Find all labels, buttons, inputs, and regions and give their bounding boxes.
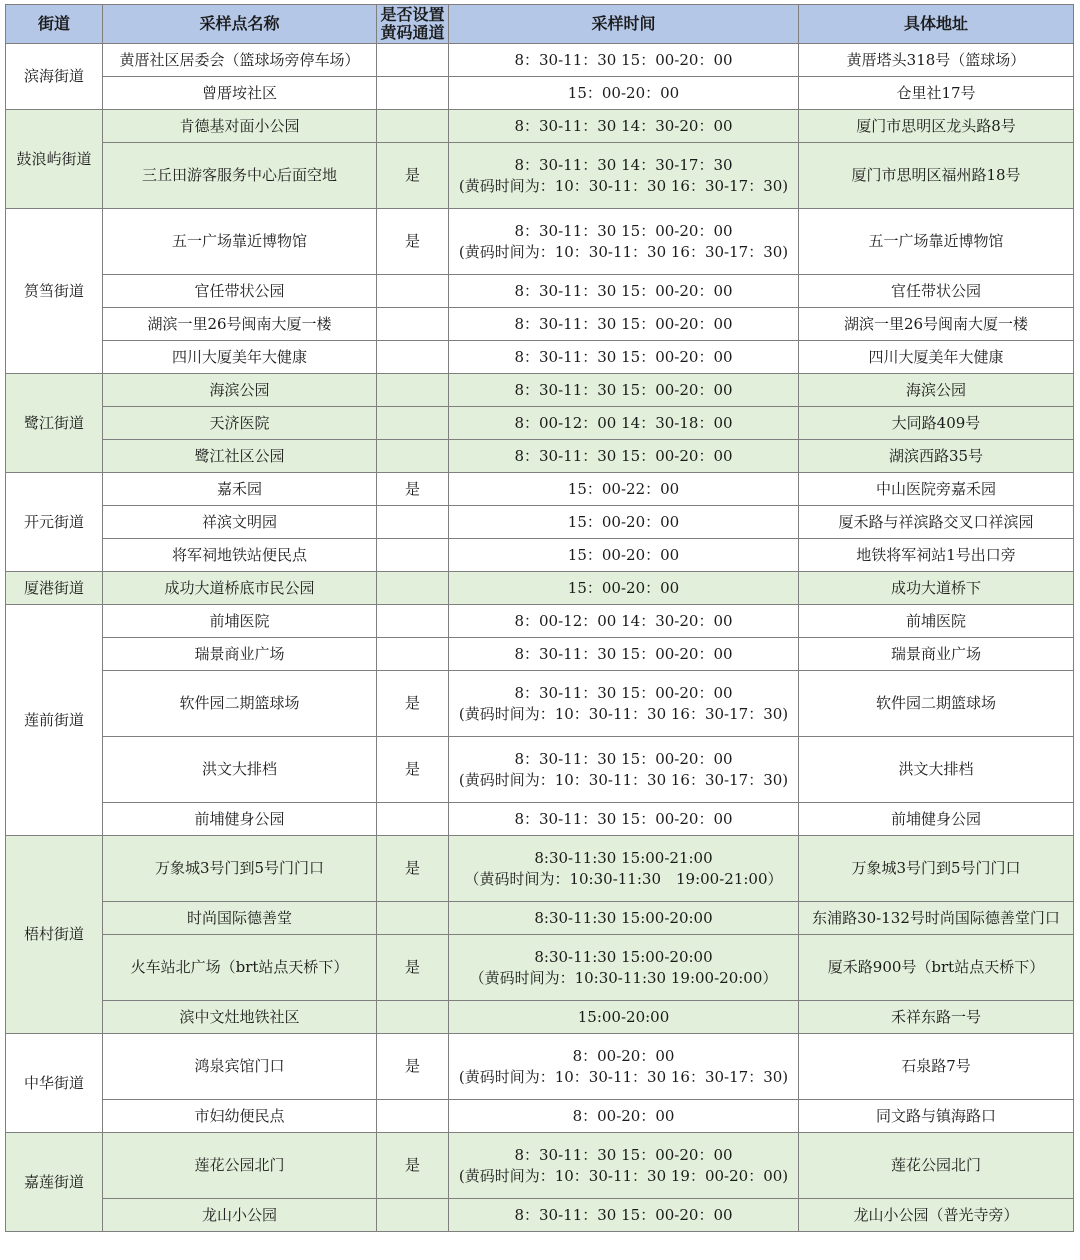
street-name-cell: 莲前街道 [6, 605, 103, 836]
sampling-time-cell [449, 44, 799, 77]
yellow-code-time-text: (黄码时间为：10：30-11：30 16：30-17：30) [458, 176, 789, 195]
sampling-time-cell [449, 1100, 799, 1133]
address-cell: 东浦路30-132号时尚国际德善堂门口 [799, 902, 1074, 935]
table-row [6, 737, 1074, 803]
sampling-time-text: 8：00-20：00 [572, 1046, 675, 1065]
sampling-time-text: 8：30-11：30 15：00-20：00 [514, 1145, 733, 1164]
sampling-time-cell [449, 572, 799, 605]
sampling-time-cell [449, 209, 799, 275]
table-row [6, 374, 1074, 407]
header-street: 街道 [6, 5, 103, 44]
sampling-time-text: 8：30-11：30 15：00-20：00 [514, 281, 733, 300]
address-cell: 官任带状公园 [799, 275, 1074, 308]
address-cell: 同文路与镇海路口 [799, 1100, 1074, 1133]
table-row [6, 803, 1074, 836]
sampling-time-cell [449, 308, 799, 341]
table-row [6, 902, 1074, 935]
table-row [6, 440, 1074, 473]
address-cell: 软件园二期篮球场 [799, 671, 1074, 737]
sampling-time-text: 8：00-12：00 14：30-18：00 [514, 413, 733, 432]
header-sampling-time: 采样时间 [449, 5, 799, 44]
sampling-time-cell [449, 671, 799, 737]
address-cell: 湖滨一里26号闽南大厦一楼 [799, 308, 1074, 341]
site-name-cell: 市妇幼便民点 [103, 1100, 377, 1133]
site-name-cell: 龙山小公园 [103, 1199, 377, 1232]
yellow-code-time-text: (黄码时间为：10：30-11：30 16：30-17：30) [458, 770, 789, 789]
table-row [6, 341, 1074, 374]
site-name-cell: 前埔健身公园 [103, 803, 377, 836]
table-row [6, 308, 1074, 341]
address-cell: 五一广场靠近博物馆 [799, 209, 1074, 275]
sampling-time-cell [449, 836, 799, 902]
site-name-cell: 五一广场靠近博物馆 [103, 209, 377, 275]
address-cell: 瑞景商业广场 [799, 638, 1074, 671]
yellow-channel-cell: 是 [377, 671, 449, 737]
sampling-time-text: 15：00-20：00 [567, 83, 680, 102]
yellow-channel-cell [377, 902, 449, 935]
site-name-cell: 海滨公园 [103, 374, 377, 407]
sampling-time-cell [449, 1133, 799, 1199]
table-body [6, 44, 1074, 1232]
yellow-code-time-text: (黄码时间为：10：30-11：30 16：30-17：30) [458, 242, 789, 261]
address-cell: 厦门市思明区福州路18号 [799, 143, 1074, 209]
sampling-time-cell [449, 506, 799, 539]
street-name-cell: 嘉莲街道 [6, 1133, 103, 1232]
site-name-cell: 成功大道桥底市民公园 [103, 572, 377, 605]
table-row [6, 1100, 1074, 1133]
sampling-time-text: 8:30-11:30 15:00-20:00 [534, 908, 713, 927]
sampling-time-text: 15:00-20:00 [577, 1007, 670, 1026]
site-name-cell: 将军祠地铁站便民点 [103, 539, 377, 572]
sampling-time-text: 8：30-11：30 15：00-20：00 [514, 314, 733, 333]
sampling-time-cell [449, 110, 799, 143]
street-name-cell: 开元街道 [6, 473, 103, 572]
yellow-channel-cell [377, 803, 449, 836]
address-cell: 大同路409号 [799, 407, 1074, 440]
table-row [6, 44, 1074, 77]
sampling-time-cell [449, 440, 799, 473]
sampling-time-text: 8：30-11：30 15：00-20：00 [514, 1205, 733, 1224]
table-row [6, 77, 1074, 110]
yellow-channel-cell [377, 1001, 449, 1034]
sampling-time-cell [449, 803, 799, 836]
address-cell: 万象城3号门到5号门门口 [799, 836, 1074, 902]
sampling-time-text: 8：30-11：30 15：00-20：00 [514, 749, 733, 768]
site-name-cell: 鹭江社区公园 [103, 440, 377, 473]
site-name-cell: 肯德基对面小公园 [103, 110, 377, 143]
address-cell: 前埔健身公园 [799, 803, 1074, 836]
yellow-channel-cell [377, 44, 449, 77]
yellow-channel-cell [377, 1100, 449, 1133]
site-name-cell: 湖滨一里26号闽南大厦一楼 [103, 308, 377, 341]
address-cell: 黄厝塔头318号（篮球场） [799, 44, 1074, 77]
sampling-time-cell [449, 374, 799, 407]
table-row [6, 671, 1074, 737]
table-row [6, 836, 1074, 902]
address-cell: 四川大厦美年大健康 [799, 341, 1074, 374]
yellow-channel-cell [377, 539, 449, 572]
site-name-cell: 官任带状公园 [103, 275, 377, 308]
yellow-channel-cell [377, 110, 449, 143]
sampling-time-text: 8:30-11:30 15:00-20:00 [534, 947, 713, 966]
sampling-time-text: 15：00-20：00 [567, 578, 680, 597]
table-row [6, 209, 1074, 275]
sampling-time-cell [449, 275, 799, 308]
site-name-cell: 嘉禾园 [103, 473, 377, 506]
street-name-cell: 中华街道 [6, 1034, 103, 1133]
site-name-cell: 天济医院 [103, 407, 377, 440]
address-cell: 湖滨西路35号 [799, 440, 1074, 473]
address-cell: 前埔医院 [799, 605, 1074, 638]
table-header [6, 5, 1074, 44]
sampling-time-cell [449, 1034, 799, 1100]
yellow-channel-cell [377, 638, 449, 671]
yellow-channel-cell [377, 77, 449, 110]
address-cell: 龙山小公园（普光寺旁） [799, 1199, 1074, 1232]
sampling-time-text: 8：30-11：30 14：30-20：00 [514, 116, 733, 135]
sampling-time-text: 8：30-11：30 15：00-20：00 [514, 221, 733, 240]
street-name-cell: 鹭江街道 [6, 374, 103, 473]
sampling-time-cell [449, 407, 799, 440]
sampling-time-cell [449, 341, 799, 374]
yellow-channel-cell [377, 440, 449, 473]
sampling-time-cell [449, 638, 799, 671]
table-row [6, 539, 1074, 572]
yellow-channel-cell [377, 506, 449, 539]
site-name-cell: 瑞景商业广场 [103, 638, 377, 671]
sampling-time-text: 8：30-11：30 15：00-20：00 [514, 809, 733, 828]
yellow-channel-cell [377, 1199, 449, 1232]
table-row [6, 572, 1074, 605]
sampling-time-text: 8：30-11：30 15：00-20：00 [514, 50, 733, 69]
sampling-time-cell [449, 77, 799, 110]
street-name-cell: 鼓浪屿街道 [6, 110, 103, 209]
street-name-cell: 厦港街道 [6, 572, 103, 605]
yellow-channel-cell: 是 [377, 1034, 449, 1100]
yellow-code-time-text: （黄码时间为：10:30-11:30 19:00-20:00） [469, 968, 778, 987]
address-cell: 中山医院旁嘉禾园 [799, 473, 1074, 506]
sampling-time-cell [449, 539, 799, 572]
site-name-cell: 滨中文灶地铁社区 [103, 1001, 377, 1034]
address-cell: 洪文大排档 [799, 737, 1074, 803]
sampling-time-text: 8：30-11：30 15：00-20：00 [514, 683, 733, 702]
street-name-cell: 筼筜街道 [6, 209, 103, 374]
address-cell: 仓里社17号 [799, 77, 1074, 110]
site-name-cell: 曾厝垵社区 [103, 77, 377, 110]
site-name-cell: 鸿泉宾馆门口 [103, 1034, 377, 1100]
sampling-time-cell [449, 143, 799, 209]
yellow-channel-cell [377, 605, 449, 638]
sampling-time-cell [449, 902, 799, 935]
table-row [6, 638, 1074, 671]
sampling-time-text: 8：30-11：30 15：00-20：00 [514, 446, 733, 465]
site-name-cell: 洪文大排档 [103, 737, 377, 803]
yellow-channel-cell: 是 [377, 935, 449, 1001]
address-cell: 厦门市思明区龙头路8号 [799, 110, 1074, 143]
header-yellow-channel: 是否设置黄码通道 [377, 5, 449, 44]
yellow-channel-cell: 是 [377, 1133, 449, 1199]
site-name-cell: 三丘田游客服务中心后面空地 [103, 143, 377, 209]
address-cell: 石泉路7号 [799, 1034, 1074, 1100]
site-name-cell: 火车站北广场（brt站点天桥下） [103, 935, 377, 1001]
address-cell: 海滨公园 [799, 374, 1074, 407]
site-name-cell: 黄厝社区居委会（篮球场旁停车场） [103, 44, 377, 77]
address-cell: 莲花公园北门 [799, 1133, 1074, 1199]
site-name-cell: 四川大厦美年大健康 [103, 341, 377, 374]
yellow-channel-cell [377, 407, 449, 440]
yellow-channel-cell [377, 275, 449, 308]
yellow-code-time-text: （黄码时间为：10:30-11:30 19:00-21:00） [464, 869, 783, 888]
sampling-time-text: 8：30-11：30 14：30-17：30 [514, 155, 733, 174]
sampling-time-text: 8：30-11：30 15：00-20：00 [514, 380, 733, 399]
sampling-time-text: 15：00-22：00 [567, 479, 680, 498]
site-name-cell: 万象城3号门到5号门门口 [103, 836, 377, 902]
site-name-cell: 前埔医院 [103, 605, 377, 638]
site-name-cell: 祥滨文明园 [103, 506, 377, 539]
table-row [6, 605, 1074, 638]
yellow-channel-cell: 是 [377, 836, 449, 902]
sampling-time-cell [449, 1001, 799, 1034]
street-name-cell: 梧村街道 [6, 836, 103, 1034]
table-row [6, 935, 1074, 1001]
sampling-time-cell [449, 737, 799, 803]
sampling-time-cell [449, 935, 799, 1001]
table-row [6, 143, 1074, 209]
yellow-code-time-text: (黄码时间为：10：30-11：30 19：00-20：00) [458, 1166, 789, 1185]
address-cell: 厦禾路与祥滨路交叉口祥滨园 [799, 506, 1074, 539]
sampling-time-cell [449, 473, 799, 506]
table-row [6, 407, 1074, 440]
sampling-time-text: 8：30-11：30 15：00-20：00 [514, 644, 733, 663]
table-row [6, 1199, 1074, 1232]
yellow-channel-cell: 是 [377, 209, 449, 275]
sampling-time-cell [449, 605, 799, 638]
yellow-channel-cell: 是 [377, 143, 449, 209]
sampling-time-text: 8：00-12：00 14：30-20：00 [514, 611, 733, 630]
address-cell: 地铁将军祠站1号出口旁 [799, 539, 1074, 572]
yellow-channel-cell: 是 [377, 737, 449, 803]
sampling-time-cell [449, 1199, 799, 1232]
table-row [6, 1034, 1074, 1100]
table-row [6, 1133, 1074, 1199]
sampling-time-text: 15：00-20：00 [567, 545, 680, 564]
header-site-name: 采样点名称 [103, 5, 377, 44]
yellow-code-time-text: (黄码时间为：10：30-11：30 16：30-17：30) [458, 704, 789, 723]
sampling-time-text: 8：30-11：30 15：00-20：00 [514, 347, 733, 366]
table-row [6, 473, 1074, 506]
address-cell: 厦禾路900号（brt站点天桥下） [799, 935, 1074, 1001]
yellow-channel-cell [377, 374, 449, 407]
yellow-code-time-text: (黄码时间为：10：30-11：30 16：30-17：30) [458, 1067, 789, 1086]
street-name-cell: 滨海街道 [6, 44, 103, 110]
yellow-channel-cell [377, 308, 449, 341]
site-name-cell: 软件园二期篮球场 [103, 671, 377, 737]
yellow-channel-cell: 是 [377, 473, 449, 506]
table-row [6, 1001, 1074, 1034]
table-row [6, 275, 1074, 308]
table-row [6, 506, 1074, 539]
site-name-cell: 时尚国际德善堂 [103, 902, 377, 935]
yellow-channel-cell [377, 572, 449, 605]
header-address: 具体地址 [799, 5, 1074, 44]
sampling-time-text: 15：00-20：00 [567, 512, 680, 531]
table-row [6, 110, 1074, 143]
site-name-cell: 莲花公园北门 [103, 1133, 377, 1199]
sampling-sites-table [5, 4, 1074, 1232]
sampling-time-text: 8：00-20：00 [572, 1106, 675, 1125]
sampling-time-text: 8:30-11:30 15:00-21:00 [534, 848, 713, 867]
address-cell: 禾祥东路一号 [799, 1001, 1074, 1034]
address-cell: 成功大道桥下 [799, 572, 1074, 605]
yellow-channel-cell [377, 341, 449, 374]
